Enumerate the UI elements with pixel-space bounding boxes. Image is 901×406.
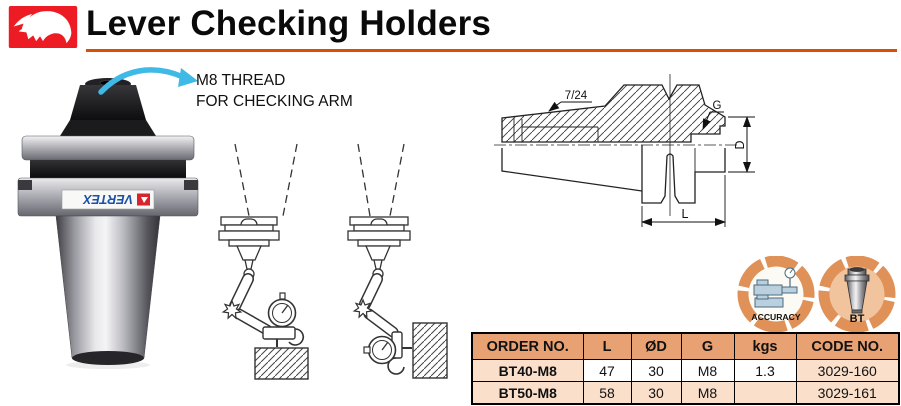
cell-od: 30 (631, 382, 681, 405)
cell-order-no: BT40-M8 (472, 360, 583, 382)
flange-notch-right (184, 180, 198, 190)
col-header-g: G (681, 333, 734, 360)
cell-code-no: 3029-161 (796, 382, 899, 405)
holder-neck (366, 246, 390, 260)
arrow-head (178, 68, 198, 87)
cell-g: M8 (681, 382, 734, 405)
holder-flange (219, 217, 279, 246)
annotation-line2: FOR CHECKING ARM (196, 93, 353, 111)
accuracy-badge (736, 256, 817, 334)
table-header-row (472, 333, 899, 360)
spindle-taper-dashed-left (358, 144, 370, 216)
dimension-drawing (492, 68, 798, 242)
spindle-taper-dashed-left (235, 144, 249, 216)
clamp-bar (263, 327, 295, 339)
cell-g: M8 (681, 360, 734, 382)
cell-l: 47 (583, 360, 631, 382)
holder-neck (237, 246, 261, 260)
thread-label: G (712, 100, 722, 112)
length-dimension (642, 175, 725, 227)
col-header-code-no: CODE NO. (796, 333, 899, 360)
diameter-dimension (728, 117, 755, 172)
chrome-disc (22, 136, 194, 160)
bt-badge (817, 256, 898, 334)
checking-arm (223, 279, 267, 330)
workpiece-block (255, 348, 308, 379)
holder-outline-lower (502, 145, 725, 203)
spindle-taper-dashed-right (283, 144, 297, 216)
m8-thread-annotation (196, 70, 353, 113)
cell-l: 58 (583, 382, 631, 405)
brand-label-flipped (83, 192, 150, 206)
brand-label-text: VERTEX (83, 192, 133, 206)
dial-indicator (263, 293, 303, 347)
page-title: Lever Checking Holders (86, 4, 492, 43)
flange-notch-left (18, 180, 32, 190)
badge-label: BT (849, 313, 865, 325)
col-header-l: L (583, 333, 631, 360)
usage-illustration-side-check (340, 138, 465, 400)
dial-indicator (364, 332, 412, 374)
col-header-od: ØD (631, 333, 681, 360)
v-groove-ring (30, 160, 186, 178)
cell-kgs (734, 382, 796, 405)
holder-flange (348, 217, 410, 246)
col-header-kgs: kgs (734, 333, 796, 360)
badge-label: ACCURACY (751, 312, 801, 322)
holder-section-upper (502, 85, 725, 142)
cell-order-no: BT50-M8 (472, 382, 583, 405)
usage-illustration-top-check (205, 138, 335, 400)
diameter-label: D (733, 140, 747, 150)
spindle-taper-dashed-right (390, 144, 404, 216)
length-label: L (681, 207, 689, 221)
cell-od: 30 (631, 360, 681, 382)
holder-tip (374, 260, 382, 269)
workpiece-block (413, 323, 447, 378)
table-row (472, 382, 899, 405)
holder-tip (245, 260, 253, 269)
checking-arm (354, 279, 393, 332)
cell-kgs: 1.3 (734, 360, 796, 382)
annotation-line1: M8 THREAD (196, 72, 286, 89)
col-header-order-no: ORDER NO. (472, 333, 583, 360)
annotation-arrow (95, 64, 200, 98)
cone-bottom (72, 351, 144, 365)
title-underline (86, 49, 897, 52)
cap-flare (60, 120, 156, 136)
taper-cone (56, 216, 160, 358)
curved-arrow-icon (101, 70, 183, 92)
taper-label: 7/24 (564, 90, 588, 102)
spec-table (471, 332, 900, 405)
cell-code-no: 3029-160 (796, 360, 899, 382)
product-photo (10, 62, 205, 372)
table-row (472, 360, 899, 382)
vertex-eagle-logo (8, 6, 78, 49)
